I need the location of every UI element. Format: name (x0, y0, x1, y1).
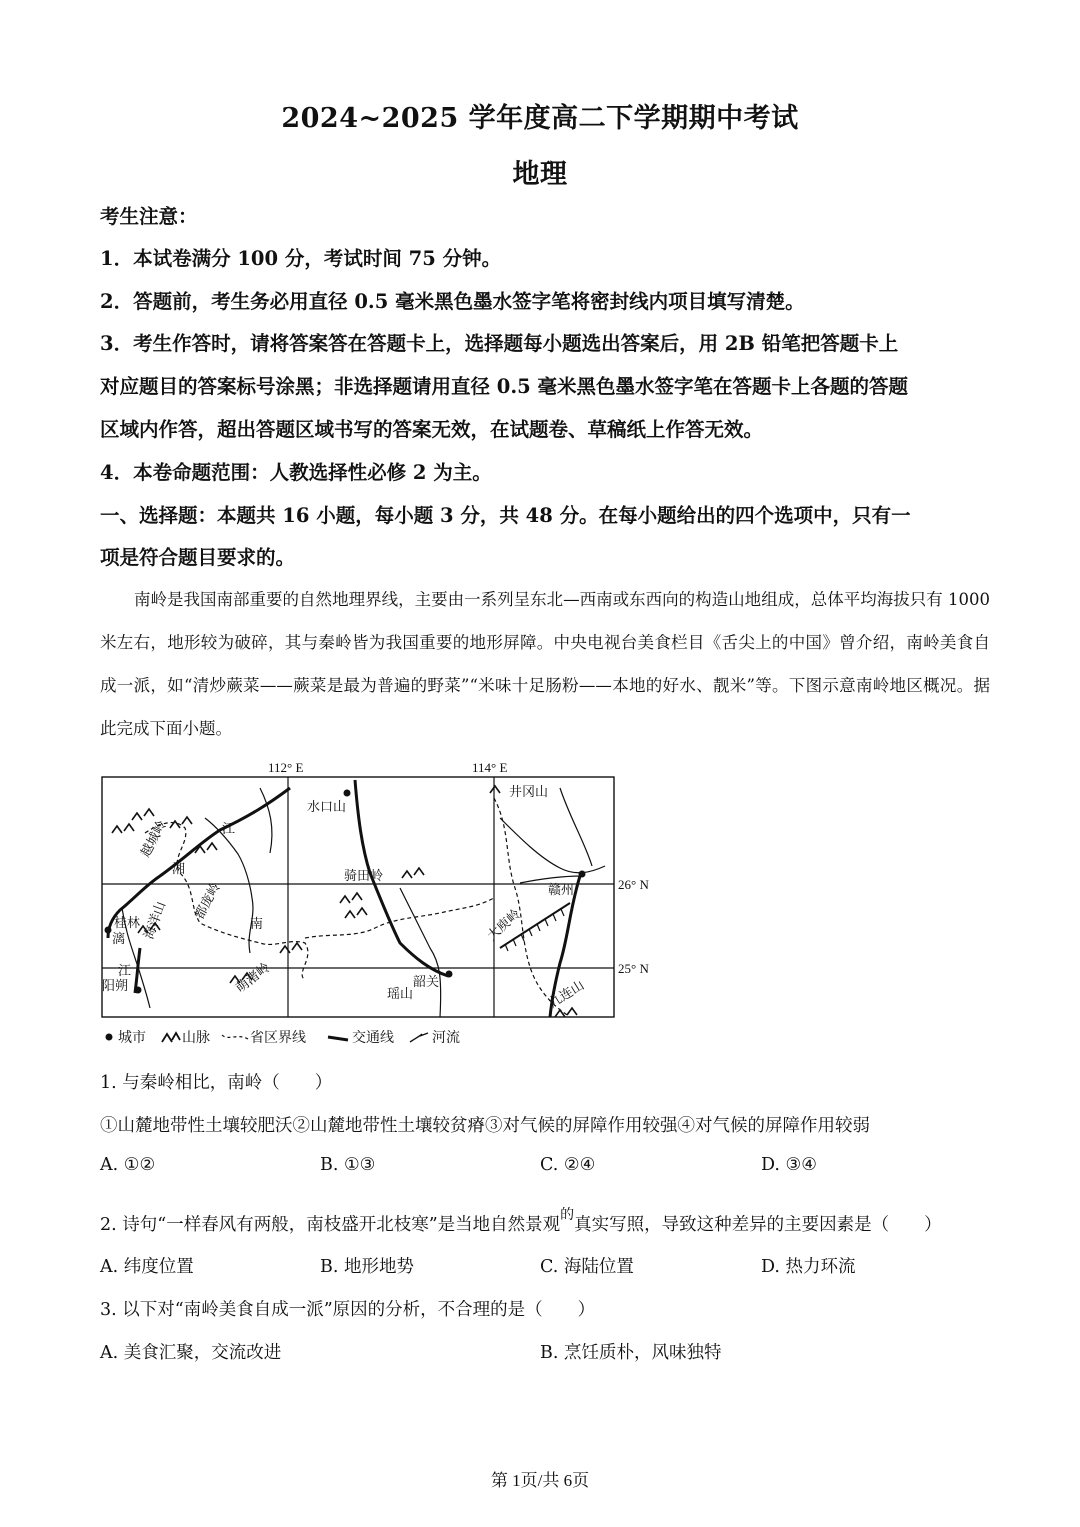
question-1-statements: ①山麓地带性土壤较肥沃②山麓地带性土壤较贫瘠③对气候的屏障作用较强④对气候的屏障作用较弱 (100, 1116, 870, 1136)
question-2-stem-part: 真实写照，导致这种差异的主要因素是（ ） (574, 1214, 942, 1235)
label-jiang2: 江 (118, 964, 132, 979)
passage-text: 南岭是我国南部重要的自然地理界线，主要由一系列呈东北—西南或东西向的构造山地组成，总体平均海拔只有 1000 米左右，地形较为破碎，其与秦岭皆为我国重要的地形屏障。中央电视台美食栏目《舌尖上的中国》曾介绍，南岭美食自成一派，如“清炒蕨菜——蕨菜是最为普遍的野菜”“米味十足肠粉——本地的好水、靓米”等。下图示意南岭地区概况。据此完成下面小题。 (100, 590, 990, 738)
legend-boundary (220, 1027, 306, 1047)
label-mengzhuling: 萌渚岭 (233, 960, 274, 997)
legend-city-label: 城市 (118, 1030, 146, 1046)
notice-item: 区域内作答，超出答题区域书写的答案无效，在试题卷、草稿纸上作答无效。 (100, 418, 764, 441)
passage (100, 578, 990, 750)
question-2-stem (100, 1208, 990, 1236)
question-2-option-d[interactable]: D. 热力环流 (761, 1257, 856, 1277)
exam-title: 2024~2025 学年度高二下学期期中考试 (281, 103, 799, 134)
mountain-symbol (112, 824, 134, 833)
lon-112-label: 112° E (268, 760, 304, 775)
question-1-option-a[interactable]: A. ①② (100, 1155, 156, 1175)
label-jinggangshan: 井冈山 (509, 785, 549, 800)
legend-traffic-label: 交通线 (352, 1030, 394, 1046)
question-1-stem: 1. 与秦岭相比，南岭（ ） (100, 1073, 333, 1093)
city-guilin (105, 927, 112, 934)
subject-title: 地理 (512, 159, 568, 190)
notice-item: 3．考生作答时，请将答案答在答题卡上，选择题每小题选出答案后，用 2B 铅笔把答题卡上 (100, 332, 899, 355)
mountain-symbol (170, 817, 192, 828)
label-guilin: 桂林 (114, 916, 141, 931)
lat-26-label: 26° N (618, 877, 649, 892)
label-qitianling: 骑田岭 (344, 869, 384, 884)
boundary-line (145, 823, 308, 980)
river (560, 788, 592, 866)
question-1-option-d[interactable]: D. ③④ (761, 1155, 817, 1175)
notice-heading: 考生注意： (100, 205, 198, 228)
notice-item: 2．答题前，考生务必用直径 0.5 毫米黑色墨水签字笔将密封线内项目填写清楚。 (100, 290, 805, 313)
mountain-symbol (340, 893, 362, 903)
section-heading-cont: 项是符合题目要求的。 (100, 546, 296, 569)
river (260, 788, 272, 853)
boundary-dash-icon (220, 1031, 250, 1043)
label-dayuling: 大庾岭 (484, 906, 524, 944)
question-2-option-c[interactable]: C. 海陆位置 (540, 1257, 634, 1277)
notice-item: 对应题目的答案标号涂黑；非选择题请用直径 0.5 毫米黑色墨水签字笔在答题卡上各题的答题 (100, 375, 909, 398)
label-shuikoushan: 水口山 (307, 800, 347, 815)
label-nan: 南 (250, 917, 264, 932)
question-2-stem-sup: 的 (560, 1207, 575, 1223)
label-haiyangshan: 海洋山 (141, 899, 170, 942)
legend-mountain (160, 1027, 210, 1047)
question-2-option-b[interactable]: B. 地形地势 (320, 1257, 414, 1277)
question-1-option-c[interactable]: C. ②④ (540, 1155, 596, 1175)
label-shaoguan: 韶关 (413, 975, 440, 990)
river (520, 876, 582, 883)
map-legend (104, 1027, 460, 1047)
city-shaoguan (446, 971, 453, 978)
section-heading: 一、选择题：本题共 16 小题，每小题 3 分，共 48 分。在每小题给出的四个选项中，只有一 (100, 504, 911, 527)
notice-item: 1．本试卷满分 100 分，考试时间 75 分钟。 (100, 247, 502, 270)
notice-item: 4．本卷命题范围：人教选择性必修 2 为主。 (100, 461, 492, 484)
question-2-stem-part: 2. 诗句“一样春风有两般，南枝盛开北枝寒”是当地自然景观 (100, 1214, 561, 1235)
question-3-option-b[interactable]: B. 烹饪质朴，风味独特 (540, 1343, 722, 1363)
label-jiang: 江 (222, 822, 236, 837)
mountain-symbol (280, 943, 302, 953)
city-ganzhou (579, 871, 586, 878)
question-2-option-a[interactable]: A. 纬度位置 (100, 1257, 194, 1277)
river (500, 818, 605, 873)
lon-114-label: 114° E (472, 760, 508, 775)
label-li: 漓 (112, 932, 126, 947)
page-footer: 第 1页/共 6页 (490, 1471, 590, 1490)
question-3-option-a[interactable]: A. 美食汇聚，交流改进 (100, 1343, 282, 1363)
label-yangshuo: 阳朔 (102, 979, 129, 994)
city-shuikoushan (344, 790, 351, 797)
mountain-symbol (555, 1008, 577, 1017)
lat-25-label: 25° N (618, 961, 649, 976)
legend-city (104, 1027, 146, 1047)
label-yaoshan: 瑶山 (387, 987, 414, 1002)
question-3-stem: 3. 以下对“南岭美食自成一派”原因的分析，不合理的是（ ） (100, 1300, 596, 1320)
label-ganzhou: 赣州 (548, 883, 575, 898)
traffic-line-icon (326, 1031, 352, 1043)
legend-river (408, 1027, 460, 1047)
boundary-line (494, 798, 570, 1017)
legend-river-label: 河流 (432, 1030, 460, 1046)
mountain-symbol (402, 868, 424, 878)
city-yangshuo (135, 987, 142, 994)
mountain-symbol (132, 809, 154, 820)
label-xiang: 湘 (172, 862, 186, 877)
legend-traffic (326, 1027, 394, 1047)
legend-mountain-label: 山脉 (182, 1030, 210, 1046)
label-jiulianshan: 九连山 (546, 977, 588, 1012)
nanling-map (100, 758, 660, 1020)
city-dot-icon (104, 1032, 114, 1042)
mountain-symbol (490, 786, 500, 793)
legend-boundary-label: 省区界线 (250, 1030, 306, 1046)
mountain-symbol (345, 908, 367, 918)
mountain-icon (160, 1030, 182, 1044)
question-1-option-b[interactable]: B. ①③ (320, 1155, 376, 1175)
label-dupangling: 都庞岭 (192, 880, 224, 922)
river-icon (408, 1030, 432, 1044)
boundary-line (305, 898, 494, 938)
label-yuechengling: 越城岭 (138, 818, 170, 860)
